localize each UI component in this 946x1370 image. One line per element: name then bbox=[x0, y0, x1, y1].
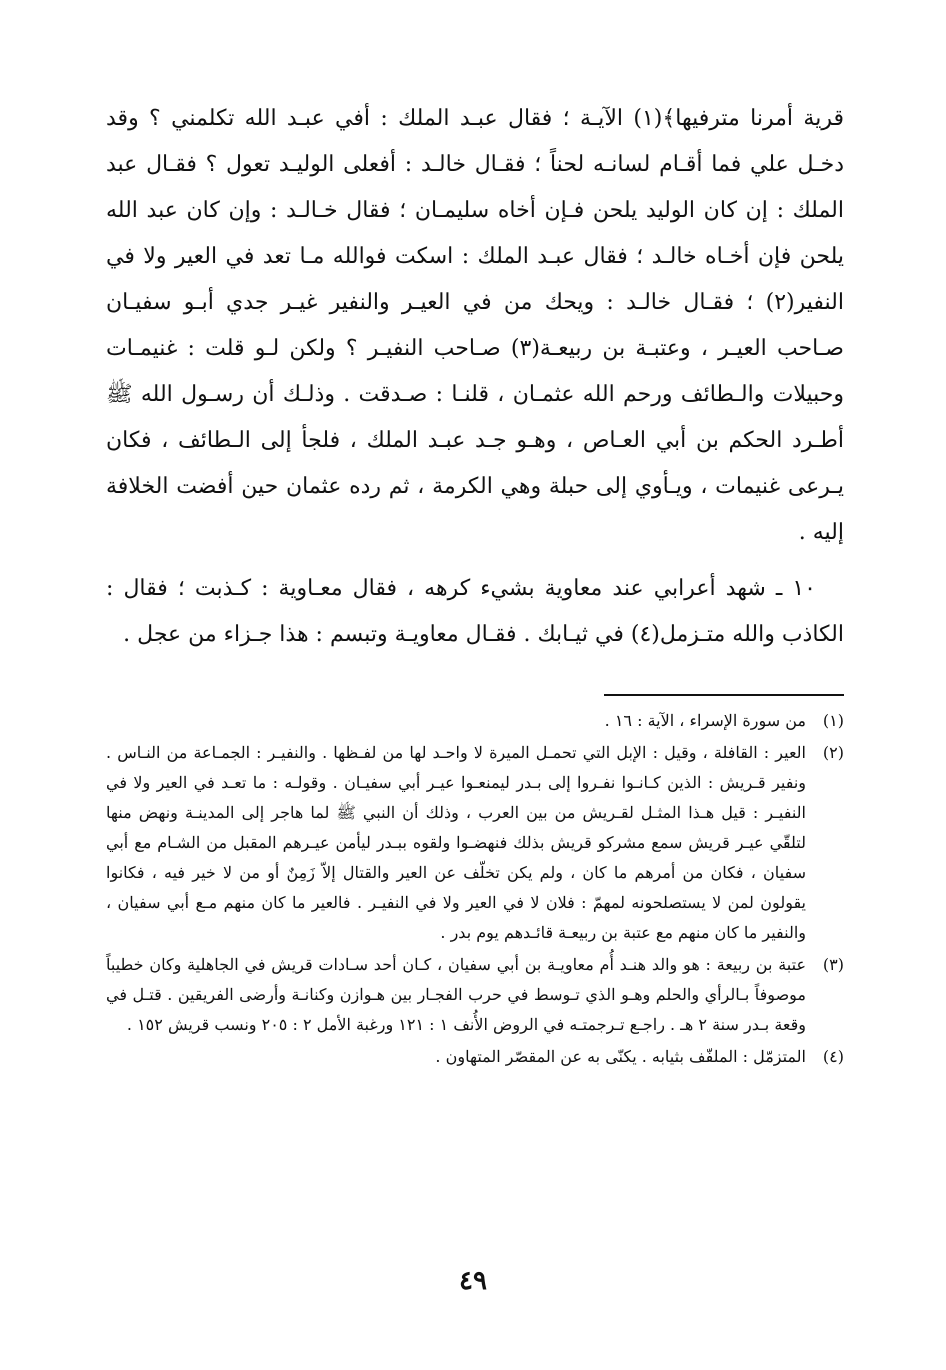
footnote-2 bbox=[106, 738, 844, 948]
page-number: ٤٩ bbox=[459, 1266, 487, 1296]
footnote-text: المتزمّل : الملفّف بثيابه . يكنّى به عن المقصّر المتهاون . bbox=[435, 1047, 806, 1066]
footnote-number: (٣) bbox=[822, 955, 844, 974]
footnote-text: العير : القافلة ، وقيل : الإبل التي تحمـل الميرة لا واحـد لها من لفـظها . والنفيـر : الجمـاعة من النـاس . ونفير قـريش : الذين كـانـوا نفـروا إلى بـدر ليمنعـوا عيـر أبي سفيـان . وقولـه : ما تعـد في العير ولا في النفيـر : قيل هـذا المثـل لقـريش من بين العرب ، وذلك أن النبي ﷺ لما هاجر إلى المدينـة ونهض منها لتلقّي عيـر قريش سمع مشركو قريش بذلك فنهضـوا ولقوه ببـدر ليأمن عيـرهم المقبل من الشـام مع أبي سفيان ، فكان من أمرهم ما كان ، ولم يكن تخلّف عن العير والقتال إلاّ زَمِنٌ أو من لا خير فيه ، فكانوا يقولون لمن لا يستصلحونه لمهمّ : فلان لا في العير ولا في النفيـر . فالعير ما كان منهم مـع أبي سفيان ، والنفير ما كان منهم مع عتبة بن ربيعـة قائـدهم يوم بدر . bbox=[106, 743, 807, 942]
footnote-number: (٤) bbox=[822, 1047, 844, 1066]
main-paragraph-1: قرية أمرنا مترفيها﴾(١) الآيـة ؛ فقال عبـد الملك : أفي عبـد الله تكلمني ؟ وقد دخـل علي فما أقـام لسانـه لحناً ؛ فقـال خالـد : أفعلى الوليـد تعول ؟ فقـال عبد الملك : إن كان الوليد يلحن فـإن أخاه سليمـان ؛ فقال خـالـد : وإن كان عبد الله يلحن فإن أخـاه خالـد ؛ فقال عبـد الملك : اسكت فوالله مـا تعد في العير ولا في النفير(٢) ؛ فقـال خالـد : ويحك من في العيـر والنفير غيـر جدي أبـو سفيـان صـاحب العيـر ، وعتبـة بن ربيعـة(٣) صـاحب النفيـر ؟ ولكن لـو قلت : غنيمـات وحبيلات والـطائف ورحم الله عثمـان ، قلنـا : صـدقت . وذلـك أن رسـول الله ﷺ أطـرد الحكم بن أبي العـاص ، وهـو جـد عبـد الملك ، فلجأ إلى الـطائف ، فكان يـرعى غنيمات ، ويـأوي إلى حبلة وهي الكرمة ، ثم رده عثمان حين أفضت الخلافة إليه . bbox=[106, 106, 844, 545]
footnote-text: عتبة بن ربيعة : هو والد هنـد أُم معاويـة بن أبي سفيان ، كـان أحد سـادات قريش في الجاهلية وكان خطيباً موصوفاً بـالرأي والحلم وهـو الذي تـوسط في حرب الفجـار بين هـوازن وكنانـة وأرضى الفريقين . قتـل في وقعة بـدر سنة ٢ هـ . راجـع تـرجمتـه في الروض الأُنف ١ : ١٢١ ورغبة الأمل ٢ : ٢٠٥ ونسب قريش ١٥٢ . bbox=[106, 955, 806, 1034]
footnote-4 bbox=[106, 1042, 844, 1072]
footnote-3 bbox=[106, 950, 844, 1040]
footnote-text: من سورة الإسراء ، الآية : ١٦ . bbox=[604, 711, 806, 730]
main-paragraph-2: ١٠ ـ شهد أعرابي عند معاوية بشيء كرهه ، فقال معـاوية : كـذبت ؛ فقال : الكاذب والله متـزمل(٤) في ثيـابك . فقـال معاويـة وتبسم : هذا جـزاء من عجل . bbox=[106, 576, 844, 647]
footnote-separator bbox=[604, 694, 844, 696]
footnote-number: (١) bbox=[822, 711, 844, 730]
main-text bbox=[106, 96, 844, 658]
footnote-1 bbox=[106, 706, 844, 736]
footnote-number: (٢) bbox=[822, 743, 844, 762]
footnotes bbox=[106, 706, 844, 1074]
